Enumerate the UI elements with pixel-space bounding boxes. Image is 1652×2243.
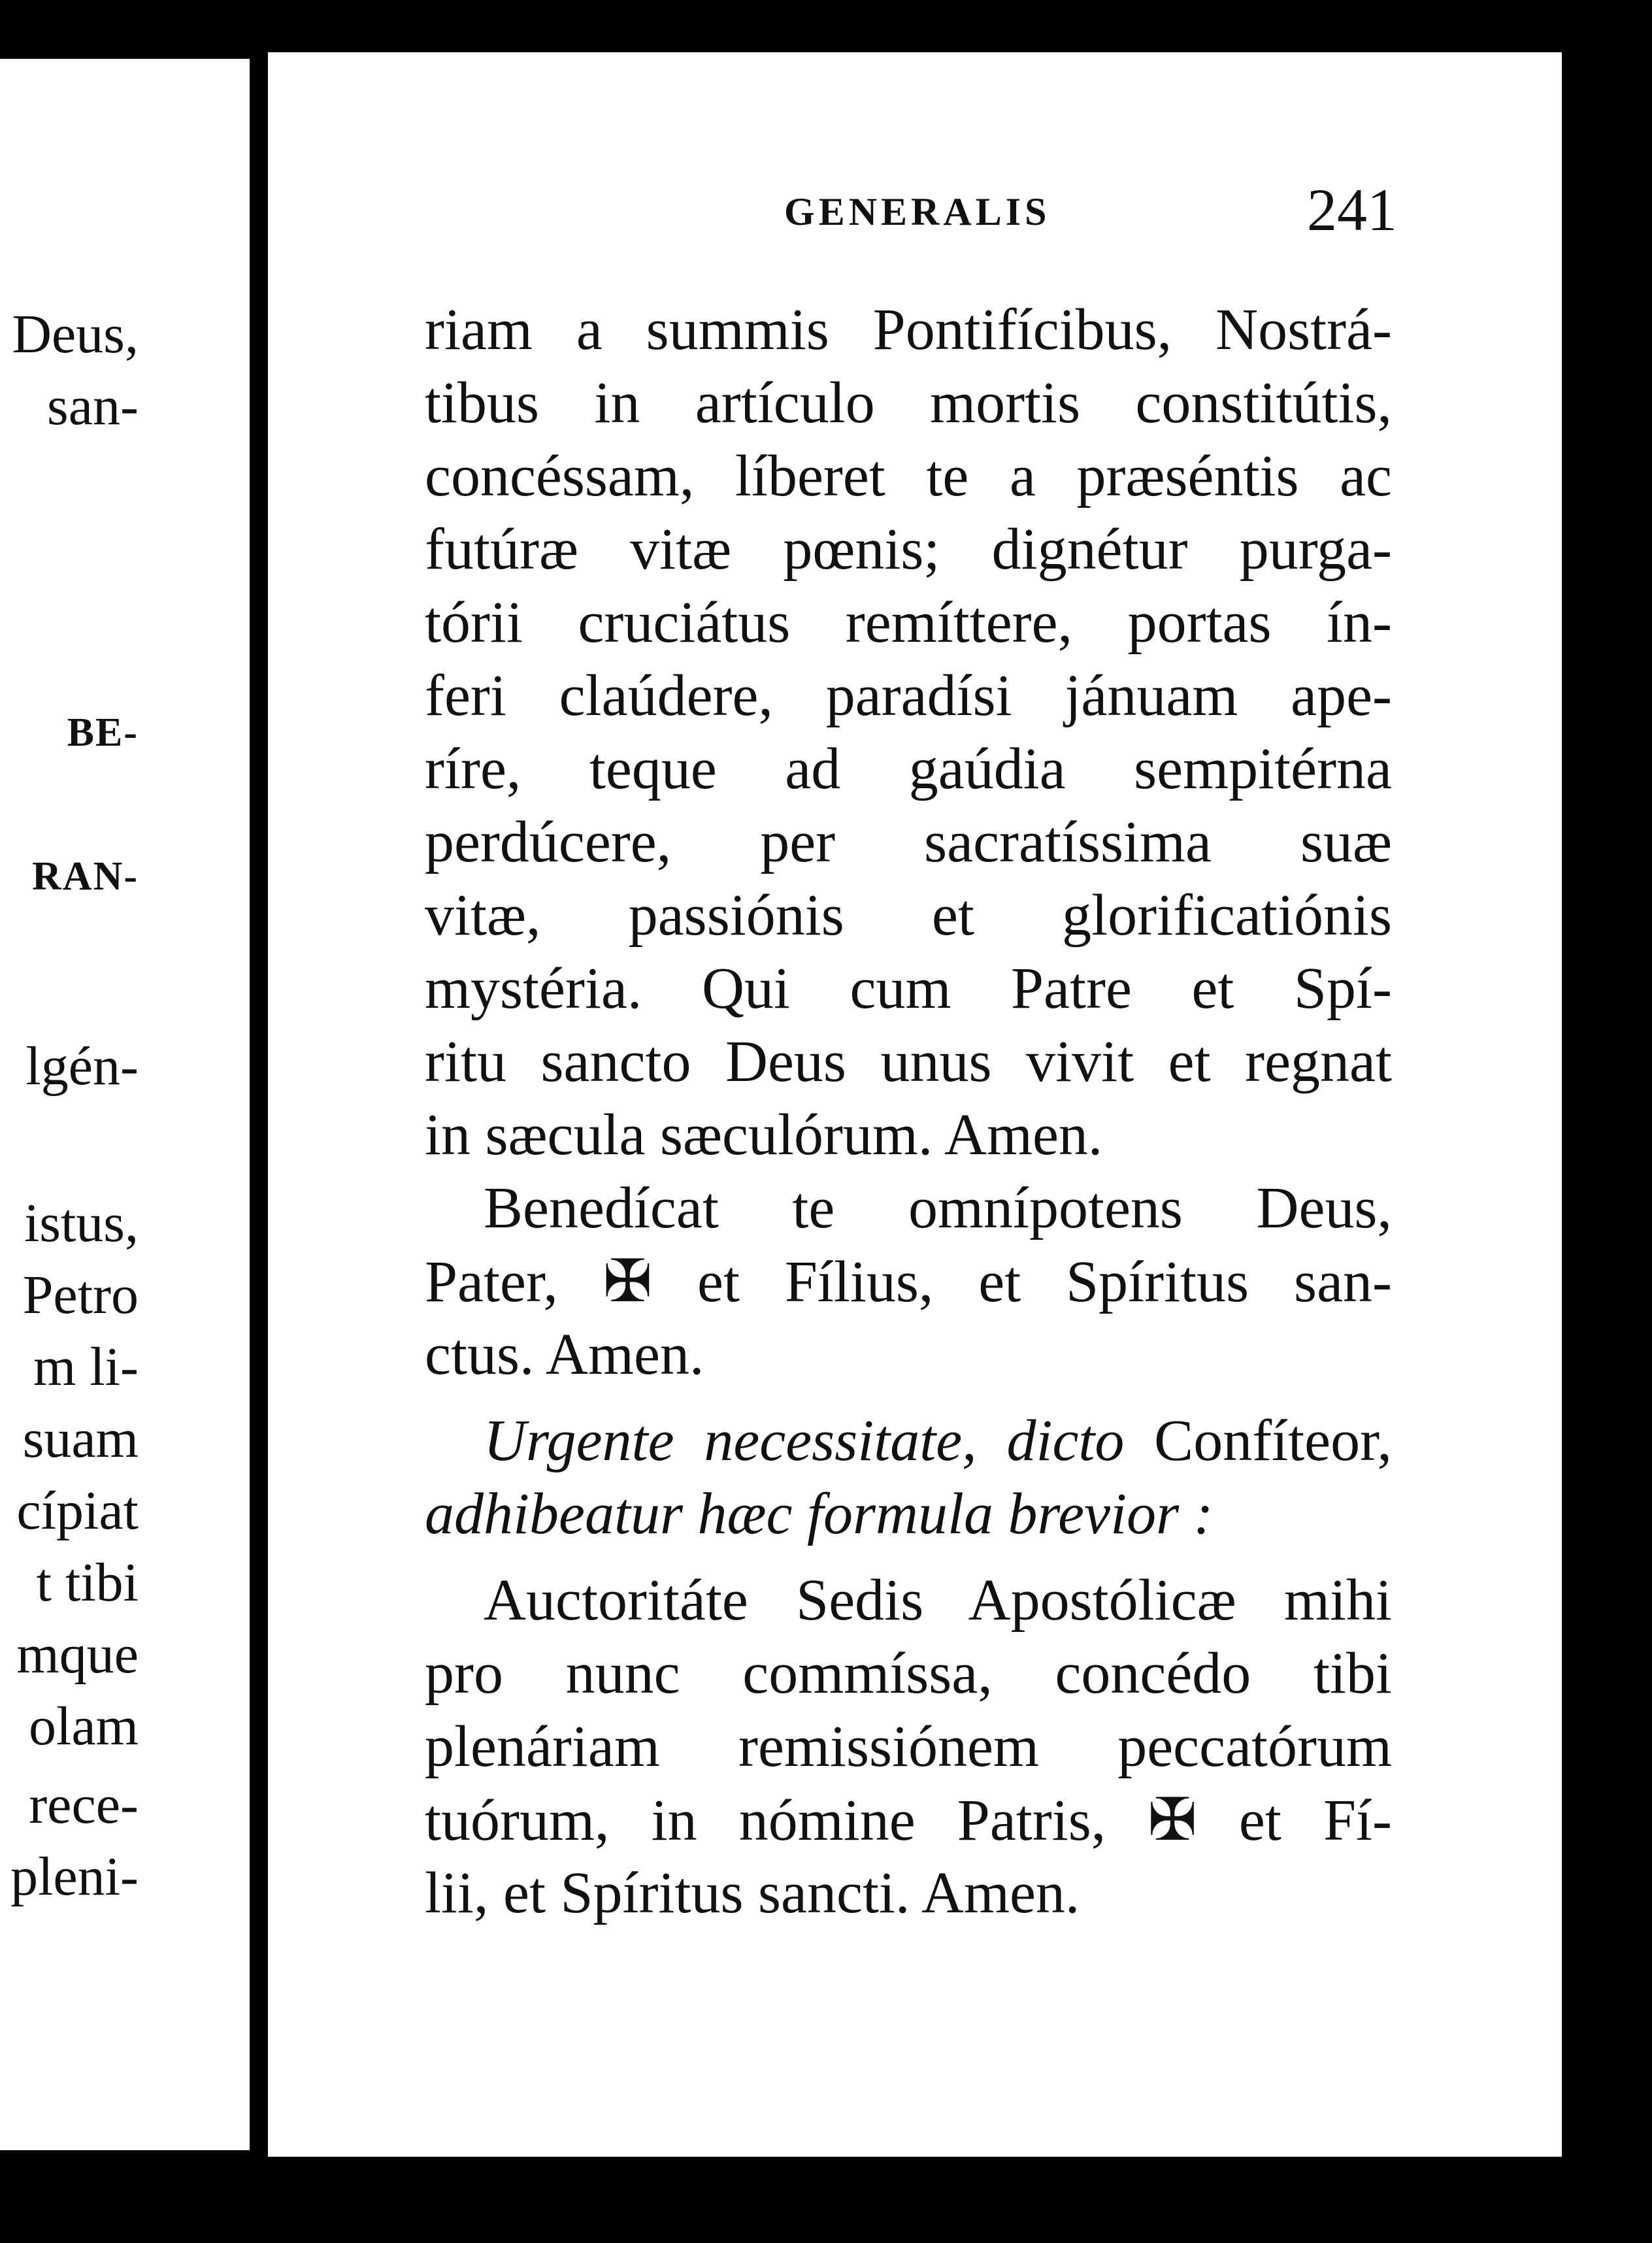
running-head: GENERALIS	[784, 190, 1051, 233]
text-line: Benedícat te omnípotens Deus,	[484, 1176, 1392, 1240]
text-fragment: Confíteor,	[1154, 1408, 1392, 1473]
text-line: ctus. Amen.	[425, 1322, 704, 1387]
text-line: futúræ vitæ pœnis; dignétur purga-	[425, 517, 1392, 582]
text-line: plenáriam remissiónem peccatórum	[425, 1714, 1392, 1779]
text-fragment: tuórum, in nómine Patris,	[425, 1788, 1106, 1853]
left-page-line: istus,	[24, 1193, 139, 1254]
left-page-line: Petro	[22, 1265, 139, 1325]
left-page-line: olam	[29, 1696, 139, 1757]
left-page-line: Deus,	[12, 304, 139, 365]
book-gutter	[250, 39, 269, 2229]
left-page-line: rece-	[29, 1774, 139, 1835]
text-line: adhibeatur hæc formula brevior :	[425, 1482, 1214, 1546]
text-line: vitæ, passiónis et glorificatiónis	[425, 883, 1392, 948]
left-page-line: t tibi	[36, 1552, 139, 1613]
cross-icon: ✠	[603, 1247, 653, 1316]
left-page-line: BE-	[67, 710, 139, 755]
text-line: in sæcula sæculórum. Amen.	[425, 1103, 1103, 1167]
left-page-line: mque	[16, 1624, 139, 1685]
text-line: feri claúdere, paradísi jánuam ape-	[425, 663, 1392, 728]
text-line: ríre, teque ad gaúdia sempitérna	[425, 737, 1392, 801]
left-page-line: m li-	[33, 1337, 139, 1397]
rubric-italic: Urgente necessitate, dicto	[484, 1408, 1125, 1473]
book-page	[268, 52, 1562, 2157]
text-fragment: et Fílius, et Spíritus san-	[697, 1250, 1392, 1314]
text-line: tórii cruciátus remíttere, portas ín-	[425, 590, 1392, 655]
cross-icon: ✠	[1148, 1786, 1197, 1854]
text-line: mystéria. Qui cum Patre et Spí-	[425, 956, 1392, 1021]
left-page-line: cípiat	[16, 1480, 139, 1541]
page-number: 241	[1307, 176, 1397, 243]
text-line: tibus in artículo mortis constitútis,	[425, 371, 1392, 435]
text-line: concéssam, líberet te a præséntis ac	[425, 444, 1392, 508]
text-line: riam a summis Pontifícibus, Nostrá-	[425, 297, 1392, 362]
text-line: Auctoritáte Sedis Apostólicæ mihi	[484, 1568, 1392, 1633]
left-page-line: san-	[47, 376, 139, 437]
left-page-line: lgén-	[25, 1036, 139, 1097]
text-fragment: et Fí-	[1238, 1788, 1393, 1853]
text-line: lii, et Spíritus sancti. Amen.	[425, 1861, 1080, 1925]
left-page-line: suam	[22, 1408, 139, 1469]
text-line	[484, 1408, 1392, 1473]
text-line	[425, 1247, 1392, 1316]
left-page-line: RAN-	[32, 854, 139, 899]
text-line: ritu sancto Deus unus vivit et regnat	[425, 1029, 1392, 1094]
previous-page-fragment	[0, 59, 250, 2150]
text-line: pro nunc commíssa, concédo tibi	[425, 1641, 1392, 1706]
text-fragment: Pater,	[425, 1250, 558, 1314]
left-page-line: pleni-	[10, 1846, 139, 1907]
text-line: perdúcere, per sacratíssima suæ	[425, 810, 1392, 874]
text-line	[425, 1786, 1393, 1854]
